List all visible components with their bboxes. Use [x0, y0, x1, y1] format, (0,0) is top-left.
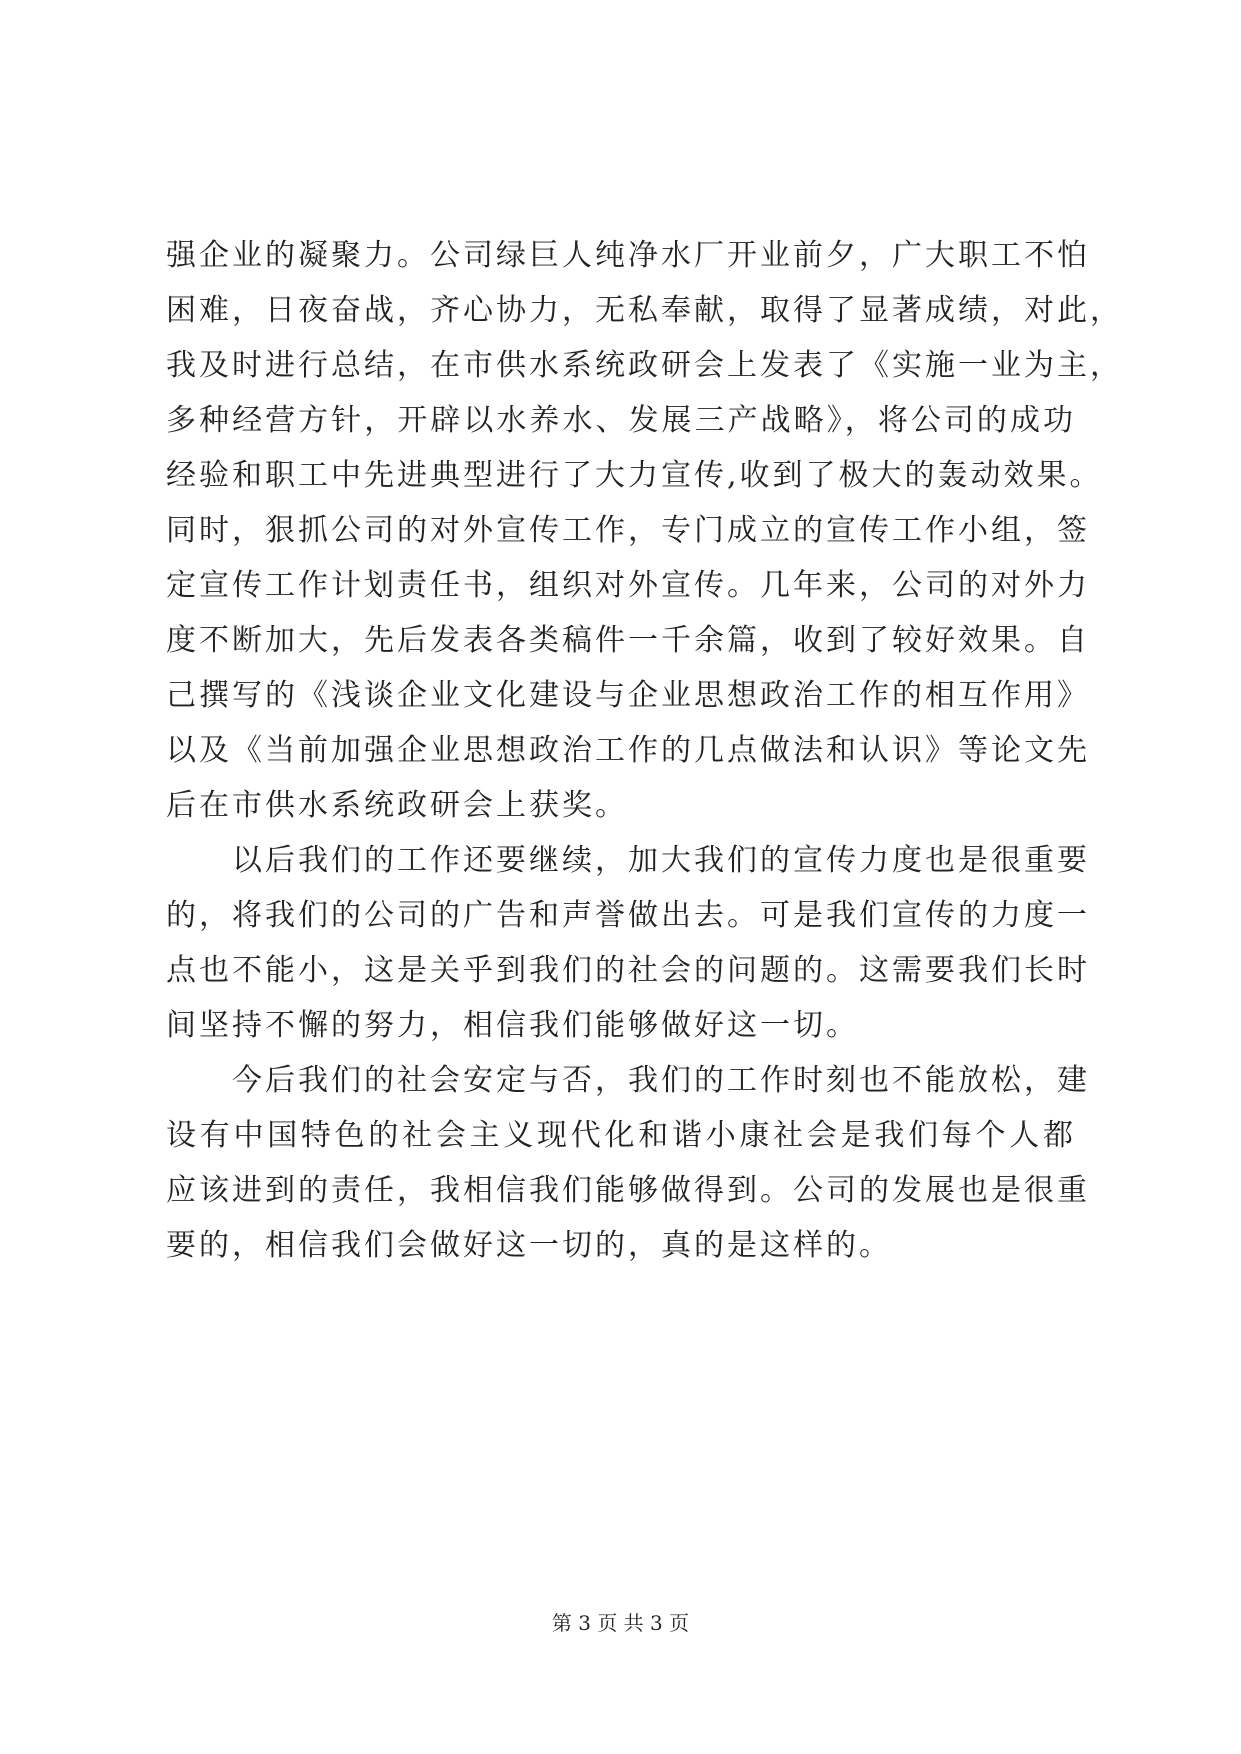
paragraph-line: 以后我们的工作还要继续，加大我们的宣传力度也是很重要 — [232, 843, 1090, 878]
paragraph-line: 度不断加大，先后发表各类稿件一千余篇，收到了较好效果。自 — [166, 623, 1090, 658]
paragraph-line: 点也不能小，这是关乎到我们的社会的问题的。这需要我们长时 — [166, 953, 1090, 988]
paragraph-line: 同时，狠抓公司的对外宣传工作，专门成立的宣传工作小组，签 — [166, 513, 1090, 548]
paragraph-3 — [166, 1053, 1090, 1273]
document-body — [166, 228, 1123, 1273]
paragraph-line: 经验和职工中先进典型进行了大力宣传,收到了极大的轰动效果。 — [166, 458, 1103, 493]
paragraph-line: 以及《当前加强企业思想政治工作的几点做法和认识》等论文先 — [166, 733, 1090, 768]
paragraph-line: 的，将我们的公司的广告和声誉做出去。可是我们宣传的力度一 — [166, 898, 1090, 933]
paragraph-line: 要的，相信我们会做好这一切的，真的是这样的。 — [166, 1228, 892, 1263]
paragraph-2 — [166, 833, 1090, 1053]
paragraph-line: 今后我们的社会安定与否，我们的工作时刻也不能放松，建 — [232, 1063, 1090, 1098]
paragraph-line: 后在市供水系统政研会上获奖。 — [166, 788, 628, 823]
paragraph-line: 强企业的凝聚力。公司绿巨人纯净水厂开业前夕，广大职工不怕 — [166, 238, 1090, 273]
paragraph-line: 我及时进行总结，在市供水系统政研会上发表了《实施一业为主， — [166, 348, 1123, 383]
paragraph-line: 应该进到的责任，我相信我们能够做得到。公司的发展也是很重 — [166, 1173, 1090, 1208]
paragraph-line: 设有中国特色的社会主义现代化和谐小康社会是我们每个人都 — [166, 1118, 1076, 1153]
paragraph-1 — [166, 228, 1123, 833]
paragraph-line: 间坚持不懈的努力，相信我们能够做好这一切。 — [166, 1008, 859, 1043]
paragraph-line: 多种经营方针，开辟以水养水、发展三产战略》，将公司的成功 — [166, 403, 1076, 438]
paragraph-line: 困难，日夜奋战，齐心协力，无私奉献，取得了显著成绩，对此， — [166, 293, 1123, 328]
paragraph-line: 己撰写的《浅谈企业文化建设与企业思想政治工作的相互作用》 — [166, 678, 1090, 713]
page-number-footer: 第 3 页 共 3 页 — [551, 1611, 690, 1635]
paragraph-line: 定宣传工作计划责任书，组织对外宣传。几年来，公司的对外力 — [166, 568, 1090, 603]
